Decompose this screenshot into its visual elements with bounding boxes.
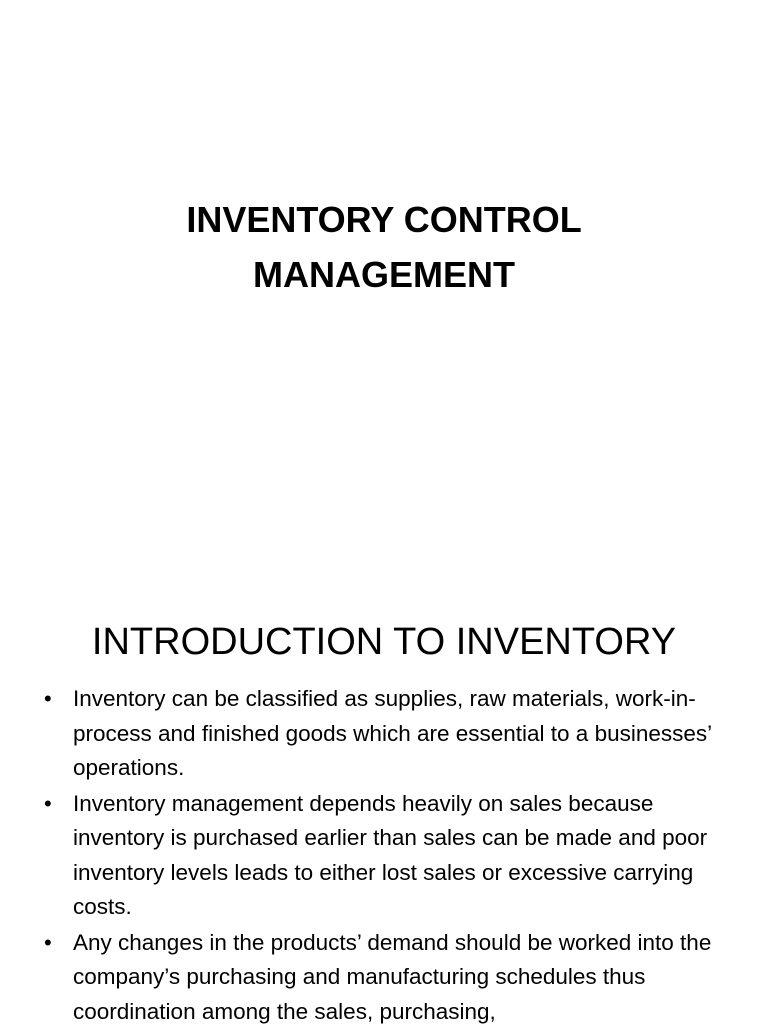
title-line-2: MANAGEMENT bbox=[253, 254, 515, 295]
bullet-icon: • bbox=[44, 686, 52, 711]
bullet-text: Inventory management depends heavily on sales because inventory is purchased earlier than sales can be made and poor inventory levels leads to either lost sales or excessive carrying costs. bbox=[73, 790, 708, 919]
bullet-icon: • bbox=[44, 929, 52, 955]
bullet-icon: • bbox=[44, 790, 52, 816]
slide-introduction bbox=[0, 576, 768, 1024]
bullet-list bbox=[44, 682, 734, 1024]
page-title bbox=[0, 192, 768, 302]
bullet-text: Any changes in the products’ demand should be worked into the company’s purchasing and manufacturing schedules thus coordination among the sales, purchasing, bbox=[73, 929, 712, 1024]
bullet-text: Inventory can be classified as supplies, raw materials, work-in-process and finished goods which are essential to a businesses’ operations. bbox=[73, 686, 712, 780]
list-item bbox=[44, 926, 734, 1024]
list-item bbox=[44, 682, 734, 786]
list-item bbox=[44, 787, 734, 925]
section-title: INTRODUCTION TO INVENTORY bbox=[91, 621, 677, 663]
title-line-1: INVENTORY CONTROL bbox=[186, 199, 582, 240]
